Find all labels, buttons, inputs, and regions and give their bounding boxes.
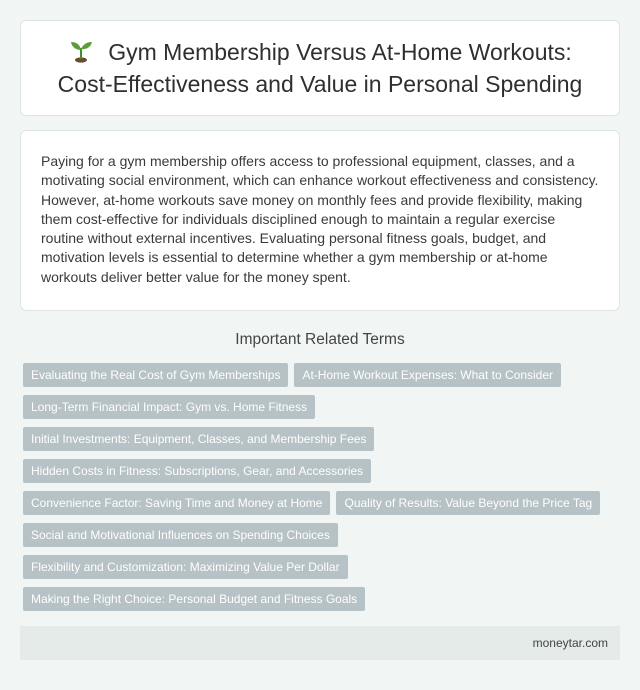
sprout-icon xyxy=(68,37,94,63)
intro-paragraph: Paying for a gym membership offers access to professional equipment, classes, and a motivating social environment, which can enhance workout effectiveness and consistency. However, at-home workouts save money on monthly fees and provide flexibility, making them cost-effective for individuals disciplined enough to maintain a regular exercise routine without external incentives. Evaluating personal fitness goals, budget, and motivation levels is essential to determine whether a gym membership or at-home workouts deliver better value for the money spent. xyxy=(41,153,599,285)
related-terms-heading: Important Related Terms xyxy=(235,331,405,348)
title-card xyxy=(20,20,620,116)
term-tag[interactable]: Making the Right Choice: Personal Budget and Fitness Goals xyxy=(23,587,365,611)
term-tag[interactable]: Long-Term Financial Impact: Gym vs. Home Fitness xyxy=(23,395,315,419)
page-title-text: Gym Membership Versus At-Home Workouts: Cost-Effectiveness and Value in Personal Spending xyxy=(57,39,583,97)
term-tag[interactable]: At-Home Workout Expenses: What to Consider xyxy=(294,363,561,387)
term-tag[interactable]: Convenience Factor: Saving Time and Money at Home xyxy=(23,491,330,515)
term-tag[interactable]: Quality of Results: Value Beyond the Price Tag xyxy=(336,491,600,515)
term-tag[interactable]: Initial Investments: Equipment, Classes, and Membership Fees xyxy=(23,427,374,451)
term-tag[interactable]: Social and Motivational Influences on Spending Choices xyxy=(23,523,338,547)
term-tag[interactable]: Flexibility and Customization: Maximizing Value Per Dollar xyxy=(23,555,348,579)
term-tag[interactable]: Evaluating the Real Cost of Gym Memberships xyxy=(23,363,288,387)
term-tag[interactable]: Hidden Costs in Fitness: Subscriptions, Gear, and Accessories xyxy=(23,459,371,483)
footer-site-link[interactable]: moneytar.com xyxy=(532,636,608,650)
related-terms-list xyxy=(23,363,623,619)
intro-card xyxy=(20,130,620,311)
page-title xyxy=(41,36,599,100)
footer xyxy=(20,626,620,660)
